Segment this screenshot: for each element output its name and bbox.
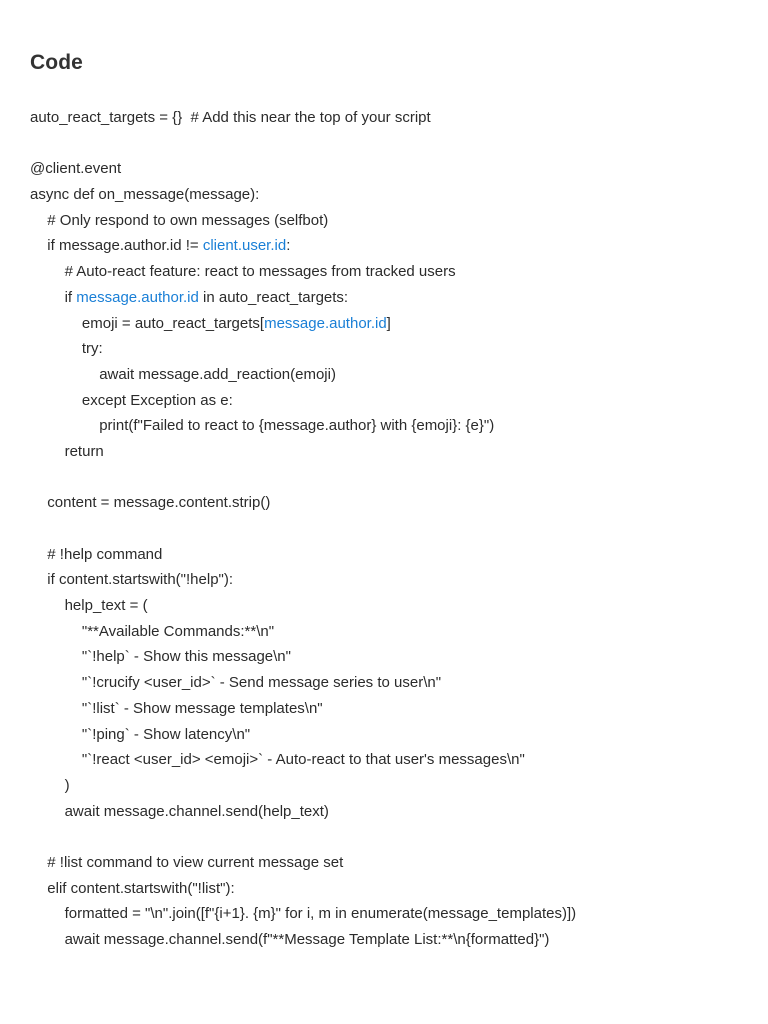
code-text: if bbox=[64, 288, 77, 306]
code-text: return bbox=[64, 442, 104, 460]
code-blank-line bbox=[30, 516, 738, 542]
code-text: if message.author.id != bbox=[47, 237, 203, 255]
code-text: ] bbox=[386, 314, 391, 332]
code-line bbox=[30, 799, 738, 825]
code-line bbox=[30, 259, 738, 285]
code-block bbox=[30, 105, 738, 953]
code-line bbox=[30, 644, 738, 670]
code-text: except Exception as e: bbox=[81, 391, 233, 409]
code-line bbox=[30, 593, 738, 619]
code-text: content = message.content.strip() bbox=[47, 494, 271, 512]
code-text: "`!list` - Show message templates\n" bbox=[81, 699, 323, 717]
code-line bbox=[30, 542, 738, 568]
code-line bbox=[30, 208, 738, 234]
code-line bbox=[30, 105, 738, 131]
code-line bbox=[30, 388, 738, 414]
code-line bbox=[30, 747, 738, 773]
code-line bbox=[30, 336, 738, 362]
code-line bbox=[30, 901, 738, 927]
code-line bbox=[30, 182, 738, 208]
code-line bbox=[30, 567, 738, 593]
code-line bbox=[30, 927, 738, 953]
code-text: elif content.startswith("!list"): bbox=[47, 879, 235, 897]
code-text: # Auto-react feature: react to messages from tracked users bbox=[64, 263, 456, 281]
code-text: "**Available Commands:**\n" bbox=[81, 622, 275, 640]
code-text: # Only respond to own messages (selfbot) bbox=[47, 211, 329, 229]
code-text: auto_react_targets = {} # Add this near the top of your script bbox=[30, 109, 431, 126]
code-text: try: bbox=[81, 340, 103, 358]
code-text: print(f"Failed to react to {message.author} with {emoji}: {e}") bbox=[99, 417, 495, 435]
code-link[interactable]: message.author.id bbox=[264, 314, 387, 332]
code-line bbox=[30, 362, 738, 388]
code-link[interactable]: message.author.id bbox=[76, 288, 199, 306]
code-line bbox=[30, 876, 738, 902]
code-text: "`!crucify <user_id>` - Send message series to user\n" bbox=[81, 674, 442, 692]
code-blank-line bbox=[30, 824, 738, 850]
code-blank-line bbox=[30, 465, 738, 491]
code-text: "`!help` - Show this message\n" bbox=[81, 648, 291, 666]
code-line bbox=[30, 490, 738, 516]
code-text: ) bbox=[64, 776, 70, 794]
code-line bbox=[30, 311, 738, 337]
code-line bbox=[30, 696, 738, 722]
code-text: # !help command bbox=[47, 545, 163, 563]
code-text: @client.event bbox=[30, 160, 122, 178]
code-line bbox=[30, 722, 738, 748]
code-text: : bbox=[286, 237, 291, 255]
code-line bbox=[30, 670, 738, 696]
code-text: in auto_react_targets: bbox=[198, 288, 349, 306]
code-line bbox=[30, 619, 738, 645]
code-line bbox=[30, 285, 738, 311]
code-text: await message.channel.send(help_text) bbox=[64, 802, 329, 820]
code-link[interactable]: client.user.id bbox=[202, 237, 287, 255]
code-line bbox=[30, 773, 738, 799]
code-text: await message.channel.send(f"**Message Template List:**\n{formatted}") bbox=[64, 931, 550, 948]
code-text: emoji = auto_react_targets[ bbox=[81, 314, 265, 332]
code-text: formatted = "\n".join([f"{i+1}. {m}" for i, m in enumerate(message_templates)]) bbox=[64, 905, 577, 923]
code-text: "`!ping` - Show latency\n" bbox=[81, 725, 251, 743]
code-blank-line bbox=[30, 131, 738, 157]
code-text: "`!react <user_id> <emoji>` - Auto-react to that user's messages\n" bbox=[81, 751, 525, 769]
code-line bbox=[30, 413, 738, 439]
code-text: if content.startswith("!help"): bbox=[47, 571, 234, 589]
code-text: async def on_message(message): bbox=[30, 186, 260, 204]
code-line bbox=[30, 439, 738, 465]
code-text: await message.add_reaction(emoji) bbox=[99, 365, 336, 383]
code-text: help_text = ( bbox=[64, 597, 148, 615]
section-heading: Code bbox=[30, 51, 83, 74]
code-line bbox=[30, 156, 738, 182]
code-text: # !list command to view current message set bbox=[47, 853, 344, 871]
code-line bbox=[30, 850, 738, 876]
code-line bbox=[30, 233, 738, 259]
